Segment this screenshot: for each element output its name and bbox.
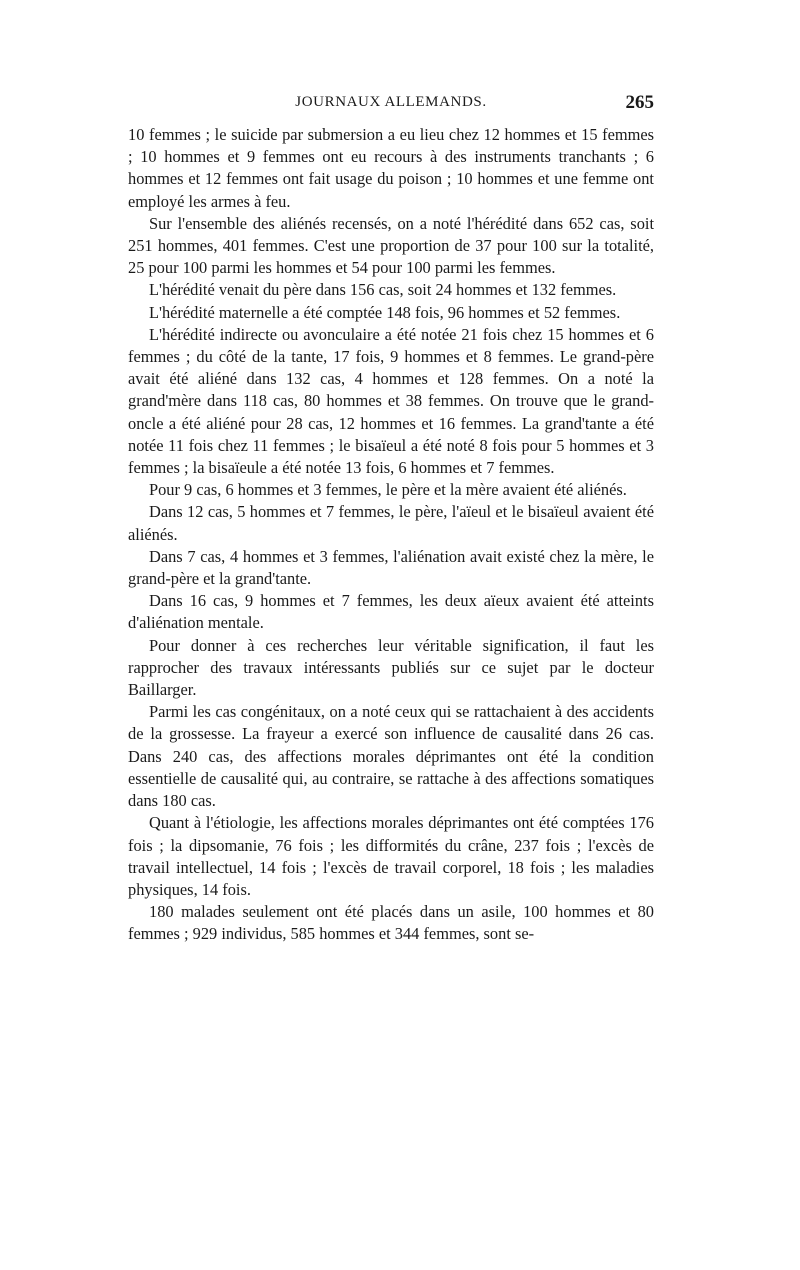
paragraph: Dans 16 cas, 9 hommes et 7 femmes, les deux aïeux avaient été atteints d'aliénation mentale.: [128, 591, 654, 633]
paragraph: Pour donner à ces recherches leur véritable signification, il faut les rapprocher des travaux intéressants publiés sur ce sujet par le docteur Baillarger.: [128, 635, 654, 700]
paragraph: Pour 9 cas, 6 hommes et 3 femmes, le père et la mère avaient été aliénés.: [149, 480, 627, 500]
page-header: [128, 92, 654, 116]
paragraph: 180 malades seulement ont été placés dans un asile, 100 hommes et 80 femmes ; 929 individus, 585 hommes et 344 femmes, sont se-: [128, 902, 654, 944]
paragraph: L'hérédité indirecte ou avonculaire a été notée 21 fois chez 15 hommes et 6 femmes ; du côté de la tante, 17 fois, 9 hommes et 8 femmes. Le grand-père avait été aliéné dans 132 cas, 4 hommes et 128 femmes. On a noté la grand'mère dans 118 cas, 80 hommes et 38 femmes. On trouve que le grand-oncle a été aliéné pour 28 cas, 12 hommes et 16 femmes. La grand'tante a été notée 11 fois chez 11 femmes ; le bisaïeul a été noté 8 fois pour 5 hommes et 3 femmes ; la bisaïeule a été notée 13 fois, 6 hommes et 7 femmes.: [128, 324, 654, 478]
body-text: [128, 124, 654, 946]
paragraph: 10 femmes ; le suicide par submersion a eu lieu chez 12 hommes et 15 femmes ; 10 hommes et 9 femmes ont eu recours à des instruments tranchants ; 6 hommes et 12 femmes ont fait usage du poison ; 10 hommes et une femme ont employé les armes à feu.: [128, 125, 654, 211]
paragraph: Sur l'ensemble des aliénés recensés, on a noté l'hérédité dans 652 cas, soit 251 hommes, 401 femmes. C'est une proportion de 37 pour 100 sur la totalité, 25 pour 100 parmi les hommes et 54 pour 100 parmi les femmes.: [128, 213, 654, 278]
running-title: JOURNAUX ALLEMANDS.: [295, 94, 487, 110]
paragraph: L'hérédité venait du père dans 156 cas, soit 24 hommes et 132 femmes.: [149, 280, 617, 300]
paragraph: L'hérédité maternelle a été comptée 148 fois, 96 hommes et 52 femmes.: [149, 302, 621, 322]
paragraph: Quant à l'étiologie, les affections morales déprimantes ont été comptées 176 fois ; la dipsomanie, 76 fois ; les difformités du crâne, 237 fois ; l'excès de travail intellectuel, 14 fois ; l'excès de travail corporel, 18 fois ; les maladies physiques, 14 fois.: [128, 813, 654, 899]
page-number: 265: [625, 92, 654, 113]
paragraph: Dans 12 cas, 5 hommes et 7 femmes, le père, l'aïeul et le bisaïeul avaient été aliénés.: [128, 502, 654, 544]
paragraph: Parmi les cas congénitaux, on a noté ceux qui se rattachaient à des accidents de la grossesse. La frayeur a exercé son influence de causalité dans 26 cas. Dans 240 cas, des affections morales déprimantes ont été la condition essentielle de causalité qui, au contraire, se rattache à des affections somatiques dans 180 cas.: [128, 702, 654, 811]
paragraph: Dans 7 cas, 4 hommes et 3 femmes, l'aliénation avait existé chez la mère, le grand-père et la grand'tante.: [128, 546, 654, 589]
